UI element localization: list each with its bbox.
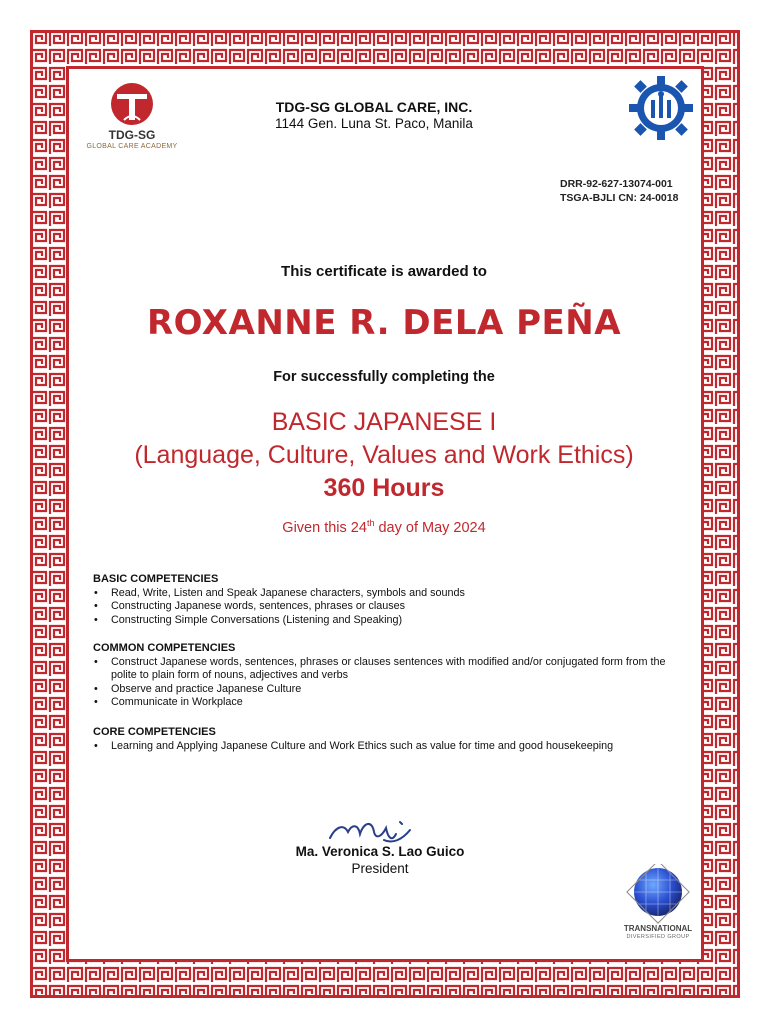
bottom-logo-tagline: DIVERSIFIED GROUP	[626, 934, 690, 940]
list-item: • Constructing Japanese words, sentences, phrases or clauses	[93, 600, 683, 614]
list-item: • Learning and Applying Japanese Culture and Work Ethics such as value for time and good housekeeping	[93, 740, 683, 754]
organization-address: 1144 Gen. Luna St. Paco, Manila	[275, 116, 473, 131]
signatory-name: Ma. Veronica S. Lao Guico	[295, 844, 465, 859]
core-competencies-heading: CORE COMPETENCIES	[93, 726, 216, 738]
given-date	[0, 518, 768, 536]
core-competencies	[93, 726, 683, 753]
tsga-code: TSGA-BJLI CN: 24-0018	[560, 192, 679, 204]
given-date-prefix: Given this 24	[282, 519, 367, 536]
common-competencies-heading: COMMON COMPETENCIES	[93, 642, 236, 654]
list-item: • Communicate in Workplace	[93, 696, 683, 710]
awarded-text: This certificate is awarded to	[281, 263, 487, 280]
certificate-codes	[560, 177, 680, 205]
tesda-gear-logo-icon	[626, 74, 696, 142]
basic-competencies-heading: BASIC COMPETENCIES	[93, 573, 219, 585]
organization-name: TDG-SG GLOBAL CARE, INC.	[275, 99, 473, 115]
given-date-suffix: day of May 2024	[374, 519, 486, 536]
bottom-logo-name: TRANSNATIONAL	[623, 924, 693, 933]
recipient-name: ROXANNE R. DELA PEÑA	[146, 303, 622, 343]
drr-code: DRR-92-627-13074-001	[560, 178, 673, 190]
list-item: • Constructing Simple Conversations (Listening and Speaking)	[93, 614, 683, 628]
left-logo-tagline: GLOBAL CARE ACADEMY	[86, 143, 178, 150]
list-item: • Construct Japanese words, sentences, phrases or clauses sentences with modified and/or conjugated form from the polite to plain form of nouns, adjectives and verbs	[93, 656, 683, 683]
tdg-sg-logo	[84, 82, 180, 154]
basic-competencies	[93, 573, 683, 627]
course-subtitle: (Language, Culture, Values and Work Ethics)	[134, 441, 634, 469]
course-hours: 360 Hours	[323, 474, 445, 502]
course-title: BASIC JAPANESE I	[271, 408, 497, 436]
course-title-block	[0, 406, 768, 505]
common-competencies	[93, 642, 683, 710]
list-item: • Observe and practice Japanese Culture	[93, 683, 683, 697]
transnational-logo	[620, 864, 696, 944]
completing-text: For successfully completing the	[273, 369, 495, 385]
tdg-sg-logo-icon	[84, 82, 180, 130]
transnational-globe-logo-icon	[620, 864, 696, 924]
tesda-logo	[626, 74, 696, 142]
list-item: • Read, Write, Listen and Speak Japanese characters, symbols and sounds	[93, 587, 683, 601]
left-logo-name: TDG-SG	[108, 128, 156, 142]
given-date-ordinal: th	[366, 518, 375, 528]
signatory-title: President	[351, 861, 409, 876]
